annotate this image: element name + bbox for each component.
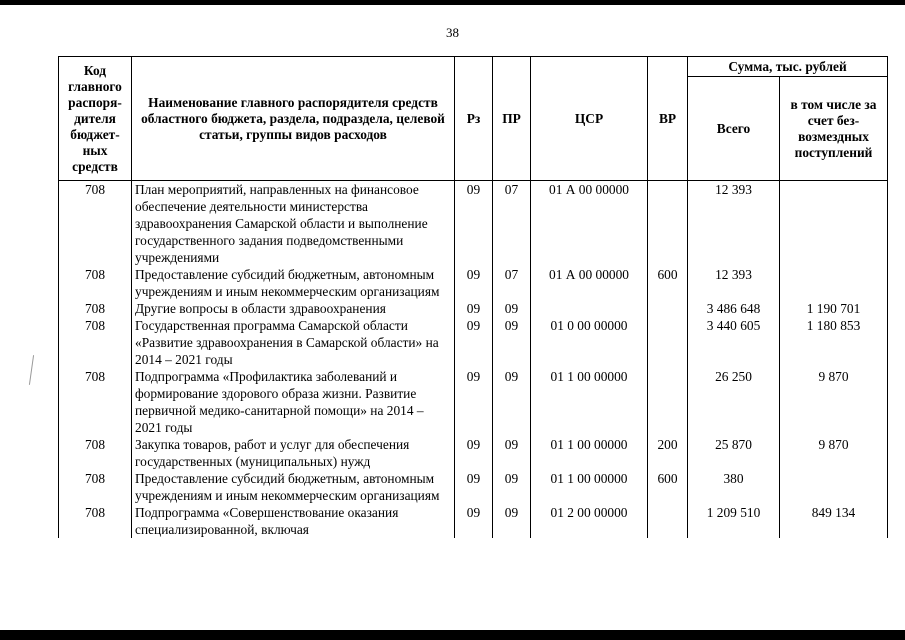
cell-total: 380 <box>688 470 780 504</box>
cell-free: 9 870 <box>780 436 888 470</box>
scan-bottom-border <box>0 630 905 640</box>
table-header <box>59 57 888 181</box>
cell-pr: 09 <box>493 436 531 470</box>
scan-mark <box>29 355 34 385</box>
cell-csr: 01 1 00 00000 <box>531 436 648 470</box>
page-number: 38 <box>446 25 459 40</box>
cell-vr <box>648 300 688 317</box>
table-body <box>59 181 888 539</box>
cell-pr: 09 <box>493 368 531 436</box>
cell-pr: 09 <box>493 317 531 368</box>
cell-rz: 09 <box>455 470 493 504</box>
cell-total: 1 209 510 <box>688 504 780 538</box>
cell-free: 1 190 701 <box>780 300 888 317</box>
cell-total: 3 440 605 <box>688 317 780 368</box>
cell-rz: 09 <box>455 436 493 470</box>
cell-csr: 01 1 00 00000 <box>531 470 648 504</box>
cell-name: Закупка товаров, работ и услуг для обеспечения государственных (муниципальных) нужд <box>132 436 455 470</box>
cell-rz: 09 <box>455 300 493 317</box>
cell-vr: 600 <box>648 266 688 300</box>
cell-name: Другие вопросы в области здравоохранения <box>132 300 455 317</box>
cell-code: 708 <box>59 317 132 368</box>
cell-name: Предоставление субсидий бюджетным, автономным учреждениям и иным некоммерческим организациям <box>132 266 455 300</box>
table-row <box>59 368 888 436</box>
cell-free <box>780 470 888 504</box>
cell-total: 25 870 <box>688 436 780 470</box>
budget-table <box>58 56 888 538</box>
cell-csr: 01 А 00 00000 <box>531 181 648 267</box>
header-code: Код главного распоря-дителя бюджет-ных средств <box>59 57 132 181</box>
header-pr: ПР <box>493 57 531 181</box>
cell-pr: 09 <box>493 504 531 538</box>
cell-name: Подпрограмма «Профилактика заболеваний и формирование здорового образа жизни. Развитие первичной медико-санитарной помощи» на 2014 – 2021 годы <box>132 368 455 436</box>
header-name: Наименование главного распорядителя средств областного бюджета, раздела, подраздела, целевой статьи, группы видов расходов <box>132 57 455 181</box>
cell-vr <box>648 504 688 538</box>
cell-csr: 01 2 00 00000 <box>531 504 648 538</box>
scan-top-border <box>0 0 905 5</box>
cell-rz: 09 <box>455 181 493 267</box>
cell-vr: 200 <box>648 436 688 470</box>
cell-code: 708 <box>59 504 132 538</box>
header-rz: Рз <box>455 57 493 181</box>
cell-free <box>780 266 888 300</box>
table-row <box>59 317 888 368</box>
cell-total: 12 393 <box>688 181 780 267</box>
cell-csr <box>531 300 648 317</box>
cell-pr: 07 <box>493 181 531 267</box>
cell-code: 708 <box>59 436 132 470</box>
cell-code: 708 <box>59 368 132 436</box>
header-sum: Сумма, тыс. рублей <box>688 57 888 77</box>
cell-pr: 09 <box>493 470 531 504</box>
cell-total: 26 250 <box>688 368 780 436</box>
table-row <box>59 470 888 504</box>
cell-vr <box>648 368 688 436</box>
cell-vr <box>648 317 688 368</box>
cell-free: 849 134 <box>780 504 888 538</box>
cell-name: Подпрограмма «Совершенствование оказания специализированной, включая <box>132 504 455 538</box>
cell-code: 708 <box>59 470 132 504</box>
cell-vr <box>648 181 688 267</box>
header-csr: ЦСР <box>531 57 648 181</box>
cell-total: 12 393 <box>688 266 780 300</box>
table-row <box>59 300 888 317</box>
header-total: Всего <box>688 77 780 181</box>
table-row <box>59 436 888 470</box>
cell-free: 9 870 <box>780 368 888 436</box>
cell-free <box>780 181 888 267</box>
cell-name: План мероприятий, направленных на финансовое обеспечение деятельности министерства здравоохранения Самарской области и выполнение государственного задания подведомственными учреждениями <box>132 181 455 267</box>
cell-code: 708 <box>59 300 132 317</box>
cell-rz: 09 <box>455 317 493 368</box>
cell-rz: 09 <box>455 368 493 436</box>
cell-code: 708 <box>59 181 132 267</box>
cell-vr: 600 <box>648 470 688 504</box>
cell-pr: 09 <box>493 300 531 317</box>
header-free: в том числе за счет без-возмездных поступлений <box>780 77 888 181</box>
cell-name: Государственная программа Самарской области «Развитие здравоохранения в Самарской области» на 2014 – 2021 годы <box>132 317 455 368</box>
table-row <box>59 504 888 538</box>
cell-total: 3 486 648 <box>688 300 780 317</box>
cell-code: 708 <box>59 266 132 300</box>
table-row <box>59 266 888 300</box>
cell-csr: 01 1 00 00000 <box>531 368 648 436</box>
cell-rz: 09 <box>455 266 493 300</box>
table-row <box>59 181 888 267</box>
cell-name: Предоставление субсидий бюджетным, автономным учреждениям и иным некоммерческим организациям <box>132 470 455 504</box>
cell-csr: 01 0 00 00000 <box>531 317 648 368</box>
header-vr: ВР <box>648 57 688 181</box>
cell-csr: 01 А 00 00000 <box>531 266 648 300</box>
cell-rz: 09 <box>455 504 493 538</box>
cell-pr: 07 <box>493 266 531 300</box>
cell-free: 1 180 853 <box>780 317 888 368</box>
